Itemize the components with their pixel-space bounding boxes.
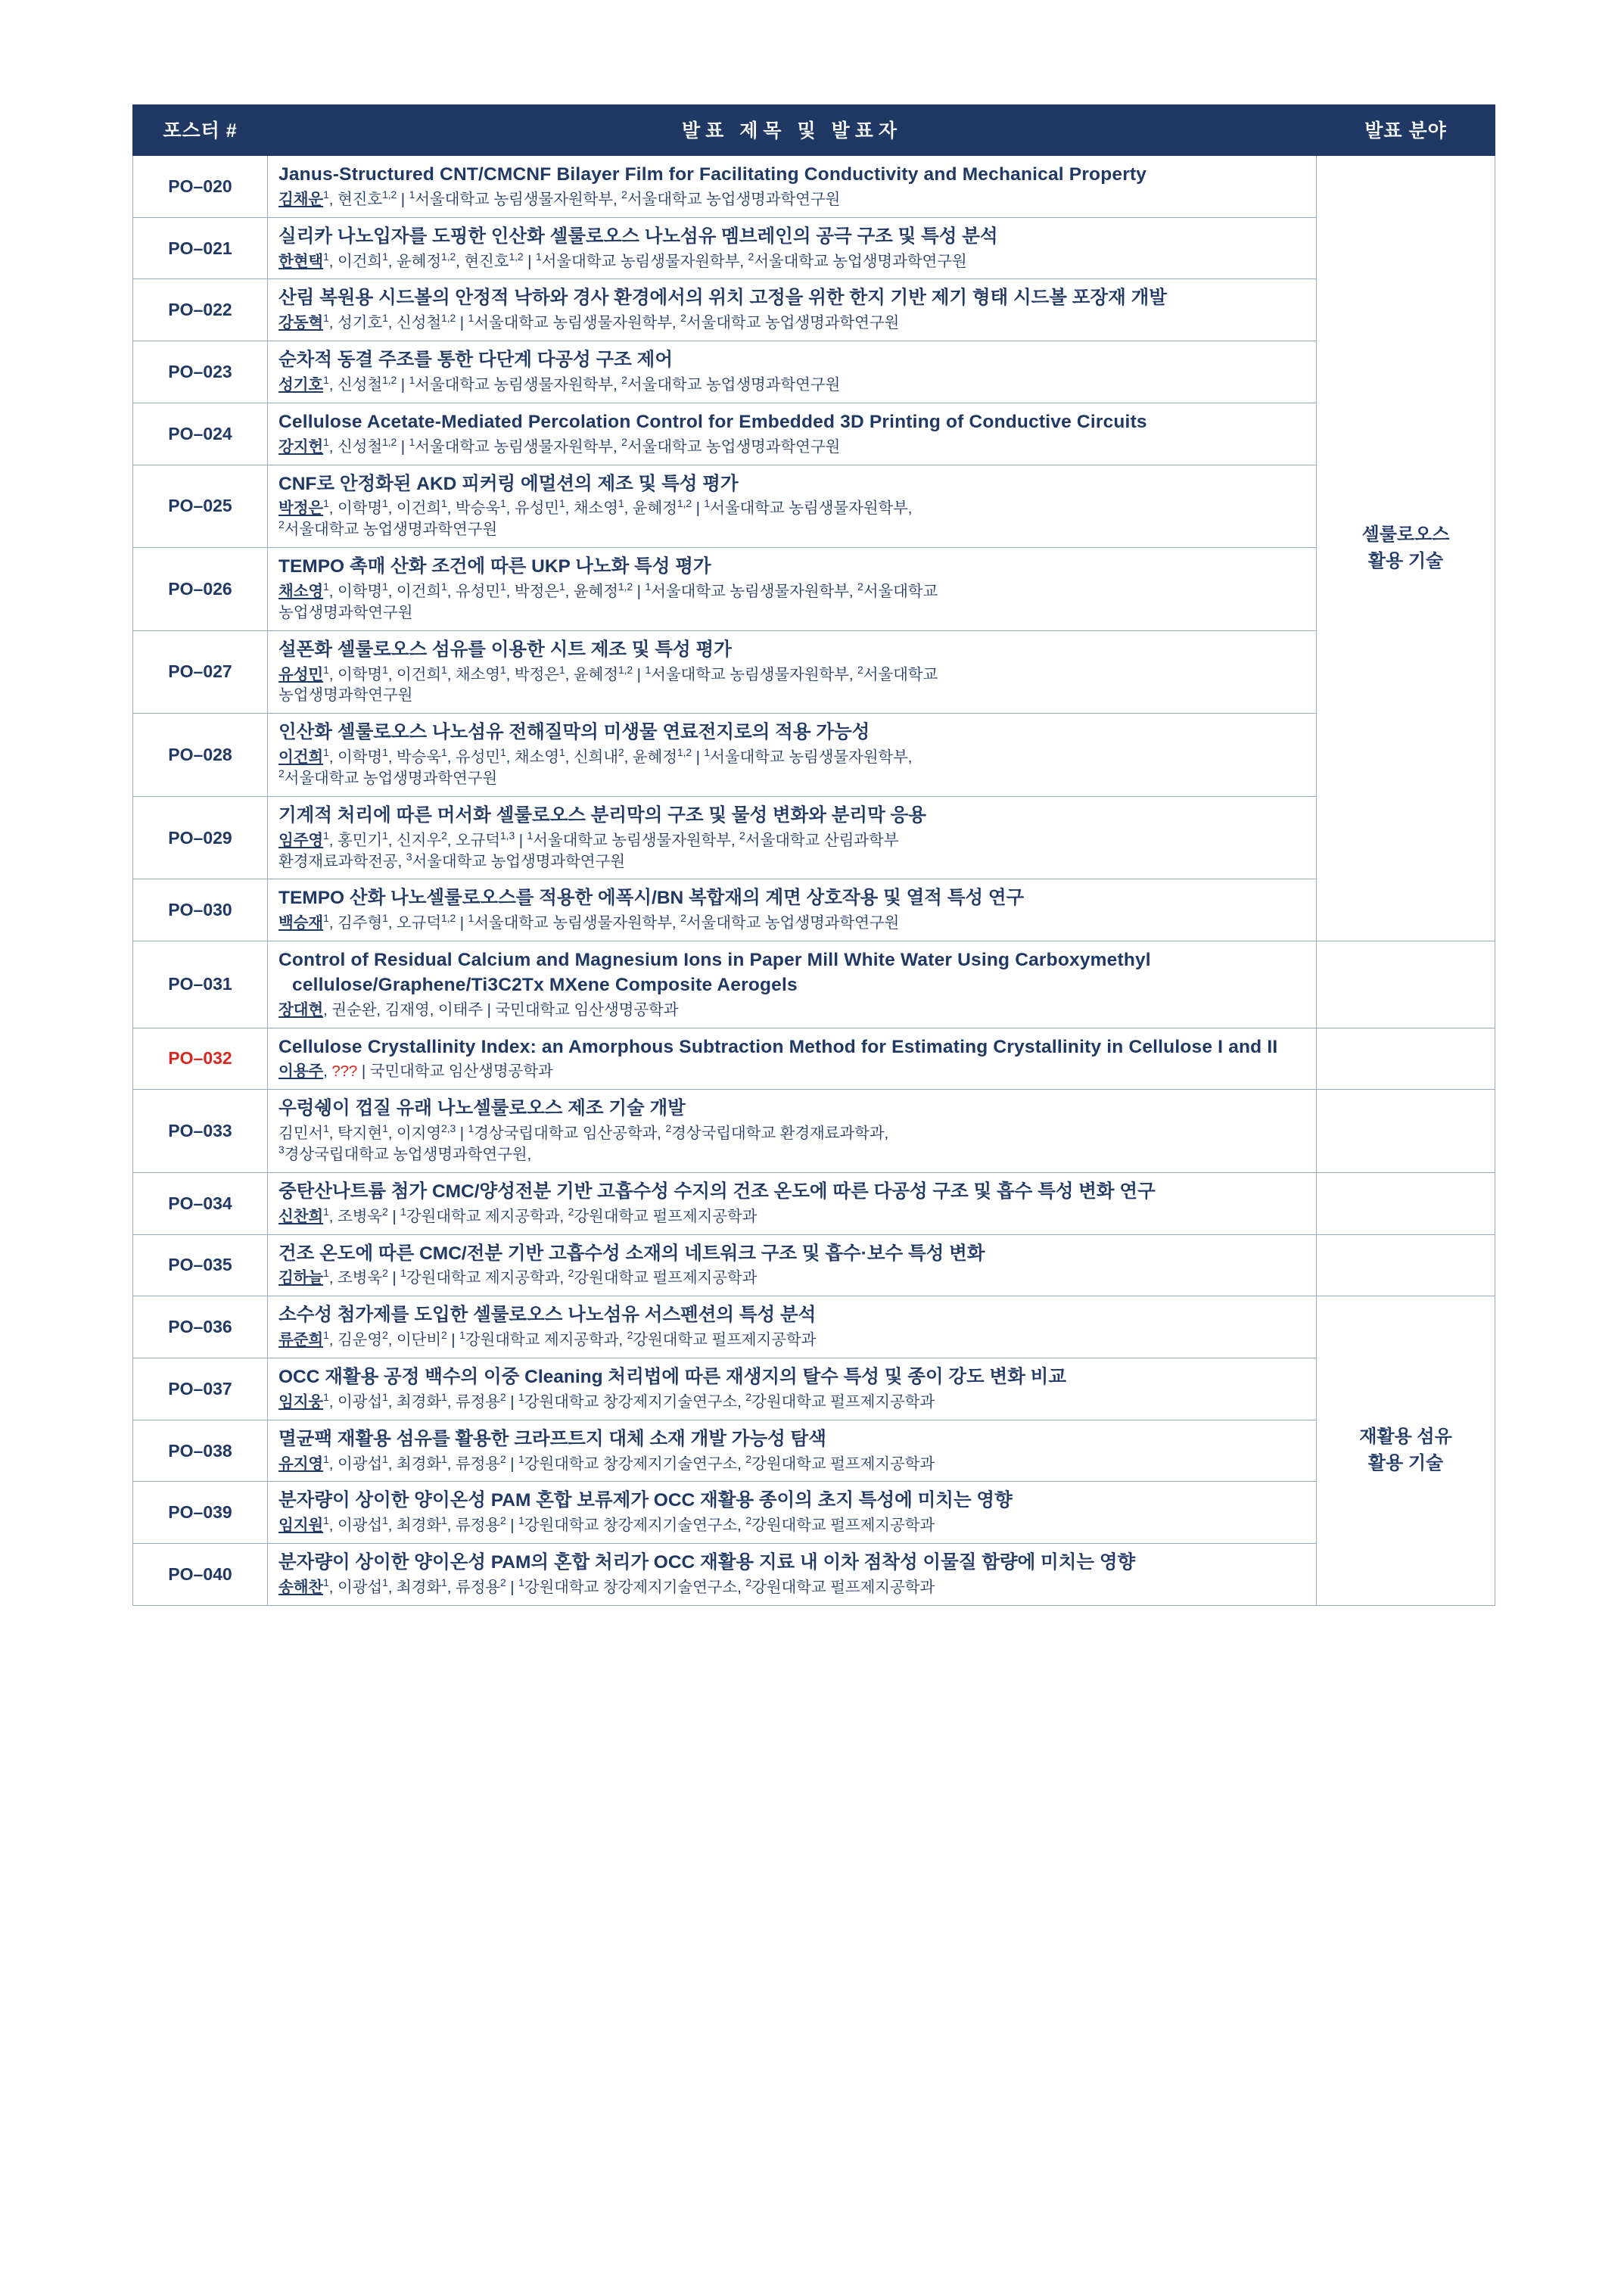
presentation-entry [268,1296,1317,1358]
poster-number: PO–023 [133,341,268,403]
table-row [133,796,1495,879]
table-row [133,630,1495,714]
presentation-entry [268,341,1317,403]
poster-number: PO–021 [133,217,268,279]
poster-number: PO–032 [133,1028,268,1090]
presentation-entry [268,1358,1317,1420]
presentation-entry [268,1420,1317,1482]
poster-number: PO–039 [133,1482,268,1544]
table-row [133,1090,1495,1173]
field-line-1: 셀룰로오스 [1361,524,1450,545]
table-row [133,879,1495,941]
presentation-entry [268,630,1317,714]
poster-number: PO–034 [133,1172,268,1234]
poster-session-table [132,104,1495,1606]
presentation-title: CNF로 안정화된 AKD 피커링 에멀션의 제조 및 특성 평가 [278,473,739,494]
table-row [133,279,1495,341]
table-row [133,1234,1495,1296]
presentation-title: 우렁쉥이 껍질 유래 나노셀룰로오스 제조 기술 개발 [278,1098,686,1119]
table-row [133,341,1495,403]
table-header [133,105,1495,156]
presentation-title: TEMPO 산화 나노셀룰로오스를 적용한 에폭시/BN 복합재의 계면 상호작용 및 열적 특성 연구 [278,888,1025,909]
presentation-authors: 성기호$^1$, 신성철$^{1,2}$ | $^1$서울대학교 농림생물자원학부, $^2$서울대학교 농업생명과학연구원 [278,374,841,394]
presentation-authors: 임주영$^1$, 홍민기$^1$, 신지우$^2$, 오규덕$^{1,3}$ | $^1$서울대학교 농림생물자원학부, $^2$서울대학교 산림과학부 환경재료과학전공, $^3$서울대학교 농업생명과학연구원 [278,829,899,870]
presentation-authors: 백승재$^1$, 김주형$^1$, 오규덕$^{1,2}$ | $^1$서울대학교 농림생물자원학부, $^2$서울대학교 농업생명과학연구원 [278,912,900,932]
presentation-entry [268,279,1317,341]
field-category-empty [1317,1172,1495,1234]
poster-number: PO–036 [133,1296,268,1358]
presentation-entry [268,1090,1317,1173]
presentation-title: 기계적 처리에 따른 머서화 셀룰로오스 분리막의 구조 및 물성 변화와 분리막 응용 [278,804,926,826]
presentation-title: 분자량이 상이한 양이온성 PAM의 혼합 처리가 OCC 재활용 지료 내 이차 점착성 이물질 함량에 미치는 영향 [278,1552,1136,1573]
presentation-title: 소수성 첨가제를 도입한 셀룰로오스 나노섬유 서스펜션의 특성 분석 [278,1305,817,1326]
column-header-field: 발표 분야 [1317,105,1495,156]
presentation-entry [268,1544,1317,1606]
field-category-empty [1317,941,1495,1028]
table-row [133,1172,1495,1234]
presentation-authors: 장대현, 권순완, 김재영, 이태주 | 국민대학교 임산생명공학과 [278,1000,679,1019]
presentation-entry [268,403,1317,465]
field-line-2: 활용 기술 [1367,550,1444,571]
presentation-entry [268,1482,1317,1544]
table-body [133,156,1495,1606]
poster-number: PO–028 [133,714,268,797]
poster-number: PO–025 [133,465,268,548]
field-category-empty [1317,1234,1495,1296]
presentation-entry [268,879,1317,941]
field-category-empty [1317,1028,1495,1090]
column-header-poster-number: 포스터 # [133,105,268,156]
field-category [1317,156,1495,941]
presentation-authors: 강동혁$^1$, 성기호$^1$, 신성철$^{1,2}$ | $^1$서울대학교 농림생물자원학부, $^2$서울대학교 농업생명과학연구원 [278,312,900,332]
poster-number: PO–026 [133,548,268,631]
presentation-entry [268,796,1317,879]
table-row [133,156,1495,218]
poster-number: PO–040 [133,1544,268,1606]
poster-number: PO–038 [133,1420,268,1482]
poster-number: PO–033 [133,1090,268,1173]
table-row [133,941,1495,1028]
poster-number: PO–029 [133,796,268,879]
presentation-authors: 유성민$^1$, 이학명$^1$, 이건희$^1$, 채소영$^1$, 박정은$^1$, 윤혜정$^{1,2}$ | $^1$서울대학교 농림생물자원학부, $^2$서울대학교 농업생명과학연구원 [278,663,938,705]
table-row [133,217,1495,279]
table-row [133,1296,1495,1358]
presentation-entry [268,941,1317,1028]
table-row [133,1482,1495,1544]
presentation-entry [268,156,1317,218]
presentation-authors: 송해찬$^1$, 이광섭$^1$, 최경화$^1$, 류정용$^2$ | $^1$강원대학교 창강제지기술연구소, $^2$강원대학교 펄프제지공학과 [278,1576,935,1596]
column-header-title-authors: 발표 제목 및 발표자 [268,105,1317,156]
presentation-entry [268,217,1317,279]
presentation-authors: 유지영$^1$, 이광섭$^1$, 최경화$^1$, 류정용$^2$ | $^1$강원대학교 창강제지기술연구소, $^2$강원대학교 펄프제지공학과 [278,1452,935,1473]
field-line-1: 재활용 섬유 [1359,1427,1452,1448]
presentation-authors: 김채운$^1$, 현진호$^{1,2}$ | $^1$서울대학교 농림생물자원학부, $^2$서울대학교 농업생명과학연구원 [278,188,841,208]
poster-number: PO–031 [133,941,268,1028]
presentation-title: Control of Residual Calcium and Magnesium Ions in Paper Mill White Water Using Carboxymethyl cellulose/Graphene/Ti3C2Tx MXene Composite Aerogels [278,950,1151,995]
presentation-authors: 이용주, ??? | 국민대학교 임산생명공학과 [278,1063,553,1081]
poster-number: PO–027 [133,630,268,714]
poster-number: PO–037 [133,1358,268,1420]
presentation-title: Janus-Structured CNT/CMCNF Bilayer Film for Facilitating Conductivity and Mechanical Property [278,164,1147,185]
presentation-entry [268,1028,1317,1090]
presentation-title: 산림 복원용 시드볼의 안정적 낙하와 경사 환경에서의 위치 고정을 위한 한지 기반 제기 형태 시드볼 포장재 개발 [278,288,1167,309]
poster-number: PO–030 [133,879,268,941]
presentation-authors: 채소영$^1$, 이학명$^1$, 이건희$^1$, 유성민$^1$, 박정은$^1$, 윤혜정$^{1,2}$ | $^1$서울대학교 농림생물자원학부, $^2$서울대학교 농업생명과학연구원 [278,580,938,621]
table-row [133,1420,1495,1482]
presentation-title: 순차적 동결 주조를 통한 다단계 다공성 구조 제어 [278,350,673,371]
presentation-authors: 류준희$^1$, 김운영$^2$, 이단비$^2$ | $^1$강원대학교 제지공학과, $^2$강원대학교 펄프제지공학과 [278,1329,817,1349]
presentation-authors: 임지원$^1$, 이광섭$^1$, 최경화$^1$, 류정용$^2$ | $^1$강원대학교 창강제지기술연구소, $^2$강원대학교 펄프제지공학과 [278,1514,935,1535]
table-row [133,403,1495,465]
poster-number: PO–022 [133,279,268,341]
presentation-authors: 임지웅$^1$, 이광섭$^1$, 최경화$^1$, 류정용$^2$ | $^1$강원대학교 창강제지기술연구소, $^2$강원대학교 펄프제지공학과 [278,1391,935,1411]
presentation-title: Cellulose Acetate-Mediated Percolation Control for Embedded 3D Printing of Conductive Circuits [278,411,1147,432]
presentation-title: 실리카 나노입자를 도핑한 인산화 셀룰로오스 나노섬유 멤브레인의 공극 구조 및 특성 분석 [278,226,998,247]
table-row [133,1544,1495,1606]
presentation-authors: 한현택$^1$, 이건희$^1$, 윤혜정$^{1,2}$, 현진호$^{1,2}$ | $^1$서울대학교 농림생물자원학부, $^2$서울대학교 농업생명과학연구원 [278,250,967,270]
poster-number: PO–024 [133,403,268,465]
presentation-entry [268,1172,1317,1234]
presentation-authors: 이건희$^1$, 이학명$^1$, 박승욱$^1$, 유성민$^1$, 채소영$^1$, 신희내$^2$, 윤혜정$^{1,2}$ | $^1$서울대학교 농림생물자원학부, $^2$서울대학교 농업생명과학연구원 [278,746,913,787]
table-row [133,1358,1495,1420]
presentation-entry [268,548,1317,631]
presentation-title: 설폰화 셀룰로오스 섬유를 이용한 시트 제조 및 특성 평가 [278,639,732,660]
presentation-title: 건조 온도에 따른 CMC/전분 기반 고흡수성 소재의 네트워크 구조 및 흡수·보수 특성 변화 [278,1243,985,1264]
field-line-2: 활용 기술 [1367,1453,1444,1474]
presentation-authors: 신찬희$^1$, 조병욱$^2$ | $^1$강원대학교 제지공학과, $^2$강원대학교 펄프제지공학과 [278,1205,758,1225]
presentation-title: OCC 재활용 공정 백수의 이중 Cleaning 처리법에 따른 재생지의 탈수 특성 및 종이 강도 변화 비교 [278,1367,1067,1388]
presentation-authors: 김민서$^1$, 탁지현$^1$, 이지영$^{2,3}$ | $^1$경상국립대학교 임산공학과, $^2$경상국립대학교 환경재료과학과, $^3$경상국립대학교 농업생명과학연구원, [278,1122,889,1164]
presentation-title: 중탄산나트륨 첨가 CMC/양성전분 기반 고흡수성 수지의 건조 온도에 따른 다공성 구조 및 흡수 특성 변화 연구 [278,1181,1156,1202]
presentation-title: 분자량이 상이한 양이온성 PAM 혼합 보류제가 OCC 재활용 종이의 초지 특성에 미치는 영향 [278,1490,1013,1511]
presentation-title: TEMPO 촉매 산화 조건에 따른 UKP 나노화 특성 평가 [278,556,711,577]
table-row [133,465,1495,548]
field-category-empty [1317,1090,1495,1173]
field-category [1317,1296,1495,1606]
presentation-entry [268,714,1317,797]
table-row [133,548,1495,631]
presentation-entry [268,465,1317,548]
presentation-entry [268,1234,1317,1296]
presentation-authors: 김하늘$^1$, 조병욱$^2$ | $^1$강원대학교 제지공학과, $^2$강원대학교 펄프제지공학과 [278,1267,758,1287]
table-row [133,1028,1495,1090]
poster-number: PO–020 [133,156,268,218]
table-row [133,714,1495,797]
presentation-title: 인산화 셀룰로오스 나노섬유 전해질막의 미생물 연료전지로의 적용 가능성 [278,722,870,743]
presentation-authors: 강지헌$^1$, 신성철$^{1,2}$ | $^1$서울대학교 농림생물자원학부, $^2$서울대학교 농업생명과학연구원 [278,435,841,456]
presentation-title: Cellulose Crystallinity Index: an Amorphous Subtraction Method for Estimating Crystallinity in Cellulose I and II [278,1036,1278,1057]
poster-number: PO–035 [133,1234,268,1296]
presentation-authors: 박정은$^1$, 이학명$^1$, 이건희$^1$, 박승욱$^1$, 유성민$^1$, 채소영$^1$, 윤혜정$^{1,2}$ | $^1$서울대학교 농림생물자원학부, $^2$서울대학교 농업생명과학연구원 [278,497,913,539]
presentation-title: 멸균팩 재활용 섬유를 활용한 크라프트지 대체 소재 개발 가능성 탐색 [278,1428,826,1449]
